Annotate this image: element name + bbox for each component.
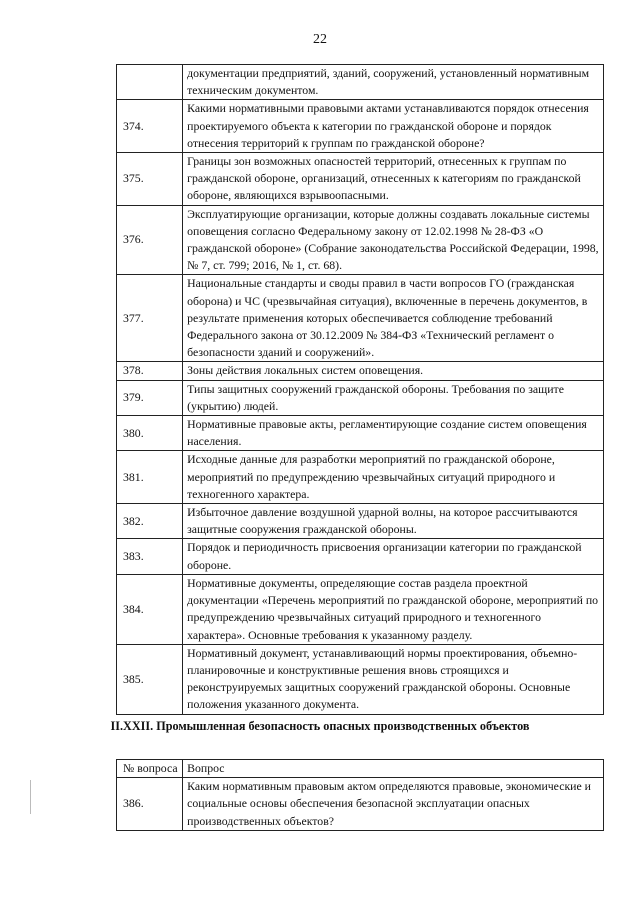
column-header-question: Вопрос [183, 760, 604, 778]
question-text: документации предприятий, зданий, сооружений, установленный нормативным техническим документом. [183, 65, 604, 100]
question-text: Типы защитных сооружений гражданской обороны. Требования по защите (укрытию) людей. [183, 380, 604, 415]
question-text: Какими нормативными правовыми актами устанавливаются порядок отнесения проектируемого объекта к категории по гражданской обороне и порядок отнесения территорий к группам по гражданской обороне? [183, 100, 604, 153]
section-questions-table [116, 759, 604, 831]
question-number: 385. [117, 644, 183, 714]
table-row [117, 416, 604, 451]
questions-table [116, 64, 604, 715]
question-text: Границы зон возможных опасностей территорий, отнесенных к группам по гражданской обороне, организаций, отнесенных к категориям по гражданской обороне, являющихся взрывоопасными. [183, 153, 604, 206]
table-row [117, 451, 604, 504]
question-text: Порядок и периодичность присвоения организации категории по гражданской обороне. [183, 539, 604, 574]
question-text: Нормативные документы, определяющие состав раздела проектной документации «Перечень мероприятий по гражданской обороне, мероприятий по предупреждению чрезвычайных ситуаций природного и техногенного характера». Основные требования к указанному разделу. [183, 574, 604, 644]
table-row [117, 362, 604, 380]
table-row [117, 504, 604, 539]
table-row [117, 153, 604, 206]
question-number: 374. [117, 100, 183, 153]
question-number: 381. [117, 451, 183, 504]
question-number: 386. [117, 778, 183, 831]
page-number: 22 [313, 32, 327, 47]
table-row [117, 205, 604, 275]
question-text: Зоны действия локальных систем оповещения. [183, 362, 604, 380]
table-row [117, 644, 604, 714]
question-number: 382. [117, 504, 183, 539]
question-number: 379. [117, 380, 183, 415]
table-row [117, 380, 604, 415]
table-row [117, 539, 604, 574]
question-number [117, 65, 183, 100]
question-text: Нормативные правовые акты, регламентирующие создание систем оповещения населения. [183, 416, 604, 451]
question-number: 383. [117, 539, 183, 574]
question-text: Эксплуатирующие организации, которые должны создавать локальные системы оповещения согласно Федеральному закону от 12.02.1998 № 28-ФЗ «О гражданской обороне» (Собрание законодательства Российской Федерации, 1998, № 7, ст. 799; 2016, № 1, ст. 68). [183, 205, 604, 275]
question-text: Каким нормативным правовым актом определяются правовые, экономические и социальные основы обеспечения безопасной эксплуатации опасных производственных объектов? [183, 778, 604, 831]
table-row [117, 65, 604, 100]
question-text: Национальные стандарты и своды правил в части вопросов ГО (гражданская оборона) и ЧС (чрезвычайная ситуация), включенные в перечень документов, в результате применения которых обеспечивается соблюдение требований Федерального закона от 30.12.2009 № 384-ФЗ «Технический регламент о безопасности зданий и сооружений». [183, 275, 604, 362]
question-number: 380. [117, 416, 183, 451]
table-row [117, 275, 604, 362]
column-header-number: № вопроса [117, 760, 183, 778]
question-number: 375. [117, 153, 183, 206]
question-number: 376. [117, 205, 183, 275]
question-text: Исходные данные для разработки мероприятий по гражданской обороне, мероприятий по предупреждению чрезвычайных ситуаций природного и техногенного характера. [183, 451, 604, 504]
table-row [117, 574, 604, 644]
question-text: Избыточное давление воздушной ударной волны, на которое рассчитываются защитные сооружения гражданской обороны. [183, 504, 604, 539]
scan-margin-mark [30, 780, 31, 814]
question-number: 384. [117, 574, 183, 644]
question-number: 377. [117, 275, 183, 362]
section-heading: II.XXII. Промышленная безопасность опасных производственных объектов [110, 719, 530, 733]
table-header-row [117, 760, 604, 778]
question-number: 378. [117, 362, 183, 380]
table-row [117, 778, 604, 831]
table-row [117, 100, 604, 153]
question-text: Нормативный документ, устанавливающий нормы проектирования, объемно-планировочные и конструктивные решения вновь строящихся и реконструируемых защитных сооружений гражданской обороны. Основные положения указанного документа. [183, 644, 604, 714]
